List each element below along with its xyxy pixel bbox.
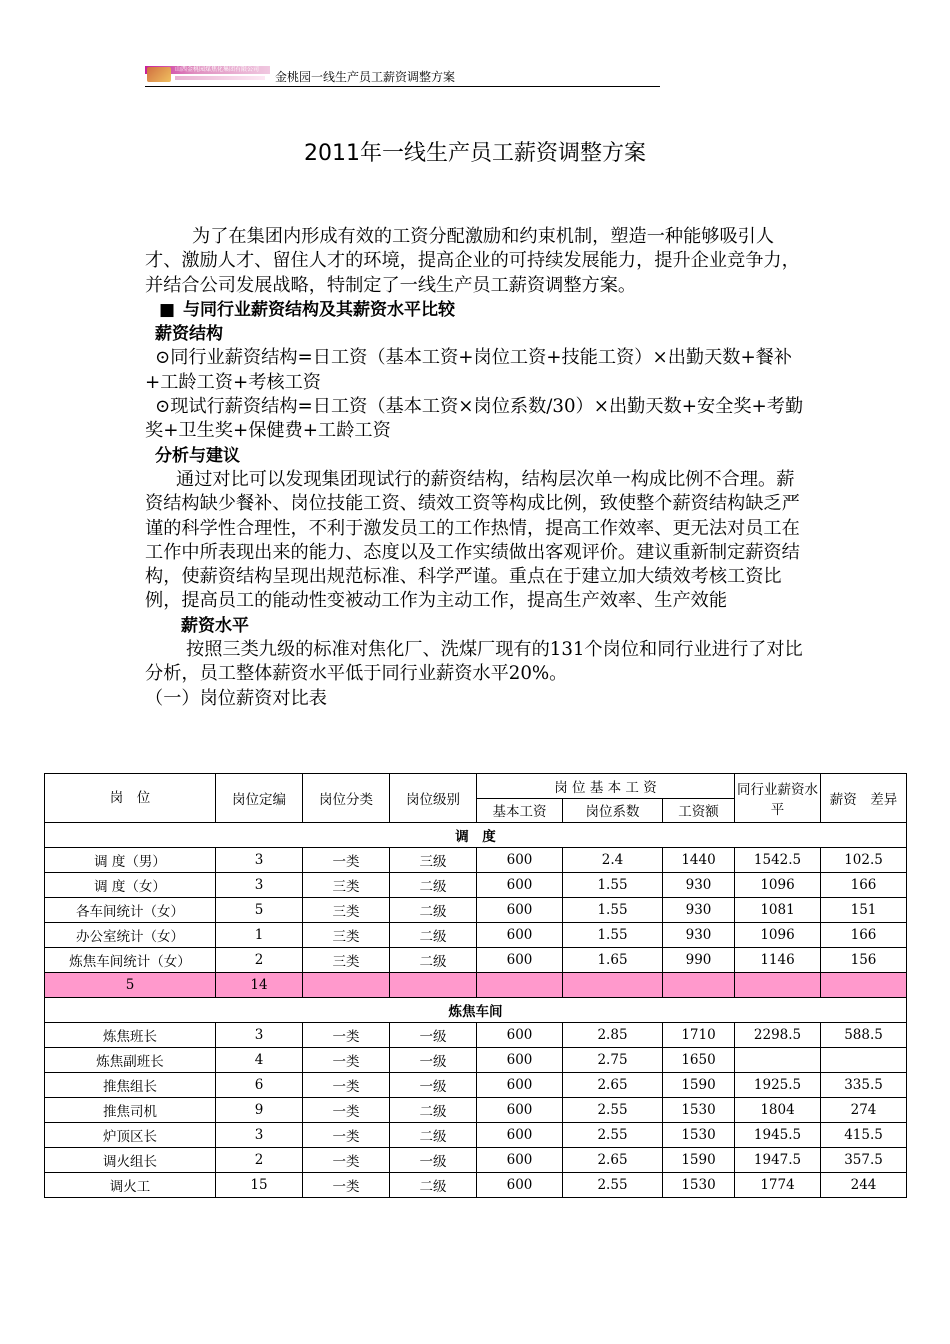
table-cell: 600	[477, 1173, 563, 1198]
table-cell: 办公室统计（女）	[45, 923, 216, 948]
table-cell: 1590	[663, 1148, 735, 1173]
table-cell: 14	[216, 973, 303, 998]
table-cell: 一类	[303, 848, 390, 873]
table-cell: 一级	[390, 1148, 477, 1173]
table-row	[45, 1098, 907, 1123]
table-cell: 2298.5	[735, 1023, 821, 1048]
square-bullet-icon: ■	[159, 299, 176, 320]
table-cell: 一类	[303, 1098, 390, 1123]
table-cell: 二级	[390, 1123, 477, 1148]
level-heading: 薪资水平	[181, 615, 249, 636]
table-row	[45, 1173, 907, 1198]
table-cell: 166	[821, 923, 907, 948]
table-cell: 2	[216, 1148, 303, 1173]
table-cell: 2.55	[563, 1123, 663, 1148]
table-cell	[303, 973, 390, 998]
table-cell: 一类	[303, 1173, 390, 1198]
table-cell: 930	[663, 873, 735, 898]
table-cell: 600	[477, 898, 563, 923]
table-cell	[390, 973, 477, 998]
table-cell: 三类	[303, 923, 390, 948]
col-header-quota: 岗位定编	[216, 774, 303, 823]
col-header-coef: 岗位系数	[563, 798, 663, 823]
table-cell: 1.55	[563, 923, 663, 948]
table-cell: 1.55	[563, 873, 663, 898]
table-cell: 600	[477, 923, 563, 948]
table-row	[45, 948, 907, 973]
table-cell: 415.5	[821, 1123, 907, 1148]
section-row-dispatch: 调 度	[45, 823, 907, 848]
table-cell	[735, 973, 821, 998]
table-cell: 二级	[390, 898, 477, 923]
table-cell: 9	[216, 1098, 303, 1123]
table-cell: 5	[45, 973, 216, 998]
col-header-basic-wage: 基本工资	[477, 798, 563, 823]
structure-heading: 薪资结构	[155, 324, 223, 345]
table-cell: 2.4	[563, 848, 663, 873]
table-cell: 调火工	[45, 1173, 216, 1198]
table-cell: 3	[216, 848, 303, 873]
table-cell: 一级	[390, 1023, 477, 1048]
logo-mark-icon	[147, 67, 171, 82]
table-cell: 166	[821, 873, 907, 898]
table-row	[45, 898, 907, 923]
table-cell: 一级	[390, 1073, 477, 1098]
table-cell: 2.55	[563, 1173, 663, 1198]
table-cell: 1096	[735, 873, 821, 898]
table-caption: （一）岗位薪资对比表	[145, 687, 327, 709]
table-cell: 一级	[390, 1048, 477, 1073]
table-row	[45, 923, 907, 948]
table-cell: 1590	[663, 1073, 735, 1098]
table-cell: 600	[477, 1073, 563, 1098]
table-cell: 6	[216, 1073, 303, 1098]
table-cell: 炼焦车间统计（女）	[45, 948, 216, 973]
col-header-basic-group: 岗 位 基 本 工 资	[477, 774, 735, 799]
table-cell: 调火组长	[45, 1148, 216, 1173]
col-header-level: 岗位级别	[390, 774, 477, 823]
table-cell: 102.5	[821, 848, 907, 873]
table-cell: 1945.5	[735, 1123, 821, 1148]
table-cell: 2.65	[563, 1073, 663, 1098]
table-cell: 2.55	[563, 1098, 663, 1123]
table-cell: 各车间统计（女）	[45, 898, 216, 923]
table-cell: 推焦司机	[45, 1098, 216, 1123]
document-body	[145, 225, 810, 711]
col-header-category: 岗位分类	[303, 774, 390, 823]
table-cell: 1804	[735, 1098, 821, 1123]
table-cell: 调 度（男）	[45, 848, 216, 873]
table-cell: 一类	[303, 1048, 390, 1073]
table-cell: 600	[477, 1123, 563, 1148]
current-structure: ⊙现试行薪资结构=日工资（基本工资×岗位系数/30）×出勤天数+安全奖+考勤奖+卫生奖+保健费+工龄工资	[145, 396, 804, 442]
table-cell	[735, 1048, 821, 1073]
col-header-position: 岗 位	[45, 774, 216, 823]
table-cell: 151	[821, 898, 907, 923]
table-cell: 二级	[390, 948, 477, 973]
table-cell: 2.65	[563, 1148, 663, 1173]
table-cell: 一类	[303, 1073, 390, 1098]
table-cell: 1530	[663, 1173, 735, 1198]
table-cell: 2.75	[563, 1048, 663, 1073]
table-cell: 三类	[303, 948, 390, 973]
table-cell: 1774	[735, 1173, 821, 1198]
table-cell: 930	[663, 898, 735, 923]
table-body	[45, 823, 907, 1198]
table-cell: 3	[216, 873, 303, 898]
table-row	[45, 873, 907, 898]
company-logo	[145, 66, 270, 83]
table-cell: 1081	[735, 898, 821, 923]
table-cell: 5	[216, 898, 303, 923]
table-cell: 588.5	[821, 1023, 907, 1048]
table-cell: 600	[477, 1098, 563, 1123]
col-header-industry: 同行业薪资水平	[735, 774, 821, 823]
table-cell: 三类	[303, 873, 390, 898]
table-cell: 335.5	[821, 1073, 907, 1098]
table-cell: 244	[821, 1173, 907, 1198]
table-cell: 1530	[663, 1123, 735, 1148]
table-row	[45, 1023, 907, 1048]
table-cell: 三级	[390, 848, 477, 873]
table-cell: 二级	[390, 1098, 477, 1123]
table-row	[45, 848, 907, 873]
table-cell: 二级	[390, 1173, 477, 1198]
table-cell: 600	[477, 1023, 563, 1048]
table-cell: 调 度（女）	[45, 873, 216, 898]
table-row	[45, 1073, 907, 1098]
col-header-diff: 薪资 差异	[821, 774, 907, 823]
table-cell: 三类	[303, 898, 390, 923]
salary-comparison-table	[44, 773, 907, 1198]
table-cell: 1146	[735, 948, 821, 973]
table-cell	[563, 973, 663, 998]
table-cell: 1.65	[563, 948, 663, 973]
table-row	[45, 1148, 907, 1173]
analysis-heading: 分析与建议	[155, 445, 240, 466]
table-cell	[821, 1048, 907, 1073]
table-cell: 1530	[663, 1098, 735, 1123]
table-cell: 二级	[390, 923, 477, 948]
table-cell: 二级	[390, 873, 477, 898]
table-cell: 一类	[303, 1123, 390, 1148]
table-cell	[663, 973, 735, 998]
table-cell: 1440	[663, 848, 735, 873]
table-cell	[477, 973, 563, 998]
table-cell: 推焦组长	[45, 1073, 216, 1098]
analysis-paragraph: 通过对比可以发现集团现试行的薪资结构，结构层次单一构成比例不合理。薪资结构缺少餐补、岗位技能工资、绩效工资等构成比例，致使整个薪资结构缺乏严谨的科学性合理性，不利于激发员工的工作热情，提高工作效率、更无法对员工在工作中所表现出来的能力、态度以及工作实绩做出客观评价。建议重新制定薪资结构，使薪资结构呈现出规范标准、科学严谨。重点在于建立加大绩效考核工资比例，提高员工的能动性变被动工作为主动工作，提高生产效率、生产效能	[145, 468, 800, 612]
logo-text: 山西金桃园煤焦化集团有限公司	[175, 66, 260, 73]
table-cell: 2.85	[563, 1023, 663, 1048]
section-row-coking: 炼焦车间	[45, 998, 907, 1023]
table-cell: 2	[216, 948, 303, 973]
intro-paragraph: 为了在集团内形成有效的工资分配激励和约束机制，塑造一种能够吸引人才、激励人才、留住人才的环境，提高企业的可持续发展能力，提升企业竞争力，并结合公司发展战略，特制定了一线生产员工薪资调整方案。	[145, 226, 800, 296]
section-heading-text: 与同行业薪资结构及其薪资水平比较	[183, 299, 455, 320]
table-cell: 600	[477, 1048, 563, 1073]
table-cell: 1.55	[563, 898, 663, 923]
table-cell	[821, 973, 907, 998]
table-cell: 600	[477, 873, 563, 898]
table-cell: 1710	[663, 1023, 735, 1048]
table-cell: 1096	[735, 923, 821, 948]
table-cell: 156	[821, 948, 907, 973]
table-cell: 600	[477, 848, 563, 873]
table-cell: 600	[477, 948, 563, 973]
table-cell: 1650	[663, 1048, 735, 1073]
level-paragraph: 按照三类九级的标准对焦化厂、洗煤厂现有的131个岗位和同行业进行了对比分析，员工整体薪资水平低于同行业薪资水平20%。	[145, 639, 803, 685]
table-cell: 990	[663, 948, 735, 973]
table-cell: 357.5	[821, 1148, 907, 1173]
table-row	[45, 1123, 907, 1148]
table-cell: 3	[216, 1023, 303, 1048]
section-heading	[145, 298, 810, 322]
table-cell: 炉顶区长	[45, 1123, 216, 1148]
table-cell: 1542.5	[735, 848, 821, 873]
subtotal-row	[45, 973, 907, 998]
table-cell: 1925.5	[735, 1073, 821, 1098]
table-cell: 1	[216, 923, 303, 948]
page-header	[145, 64, 660, 87]
table-cell: 一类	[303, 1148, 390, 1173]
table-cell: 274	[821, 1098, 907, 1123]
table-cell: 1947.5	[735, 1148, 821, 1173]
header-title: 金桃园一线生产员工薪资调整方案	[275, 70, 456, 84]
document-title: 2011年一线生产员工薪资调整方案	[304, 141, 646, 166]
table-cell: 3	[216, 1123, 303, 1148]
table-cell: 600	[477, 1148, 563, 1173]
table-cell: 4	[216, 1048, 303, 1073]
table-cell: 15	[216, 1173, 303, 1198]
col-header-amount: 工资额	[663, 798, 735, 823]
industry-structure: ⊙同行业薪资结构=日工资（基本工资+岗位工资+技能工资）×出勤天数+餐补+工龄工资+考核工资	[145, 347, 793, 393]
table-cell: 一类	[303, 1023, 390, 1048]
table-cell: 炼焦班长	[45, 1023, 216, 1048]
table-cell: 炼焦副班长	[45, 1048, 216, 1073]
table-row	[45, 1048, 907, 1073]
table-cell: 930	[663, 923, 735, 948]
